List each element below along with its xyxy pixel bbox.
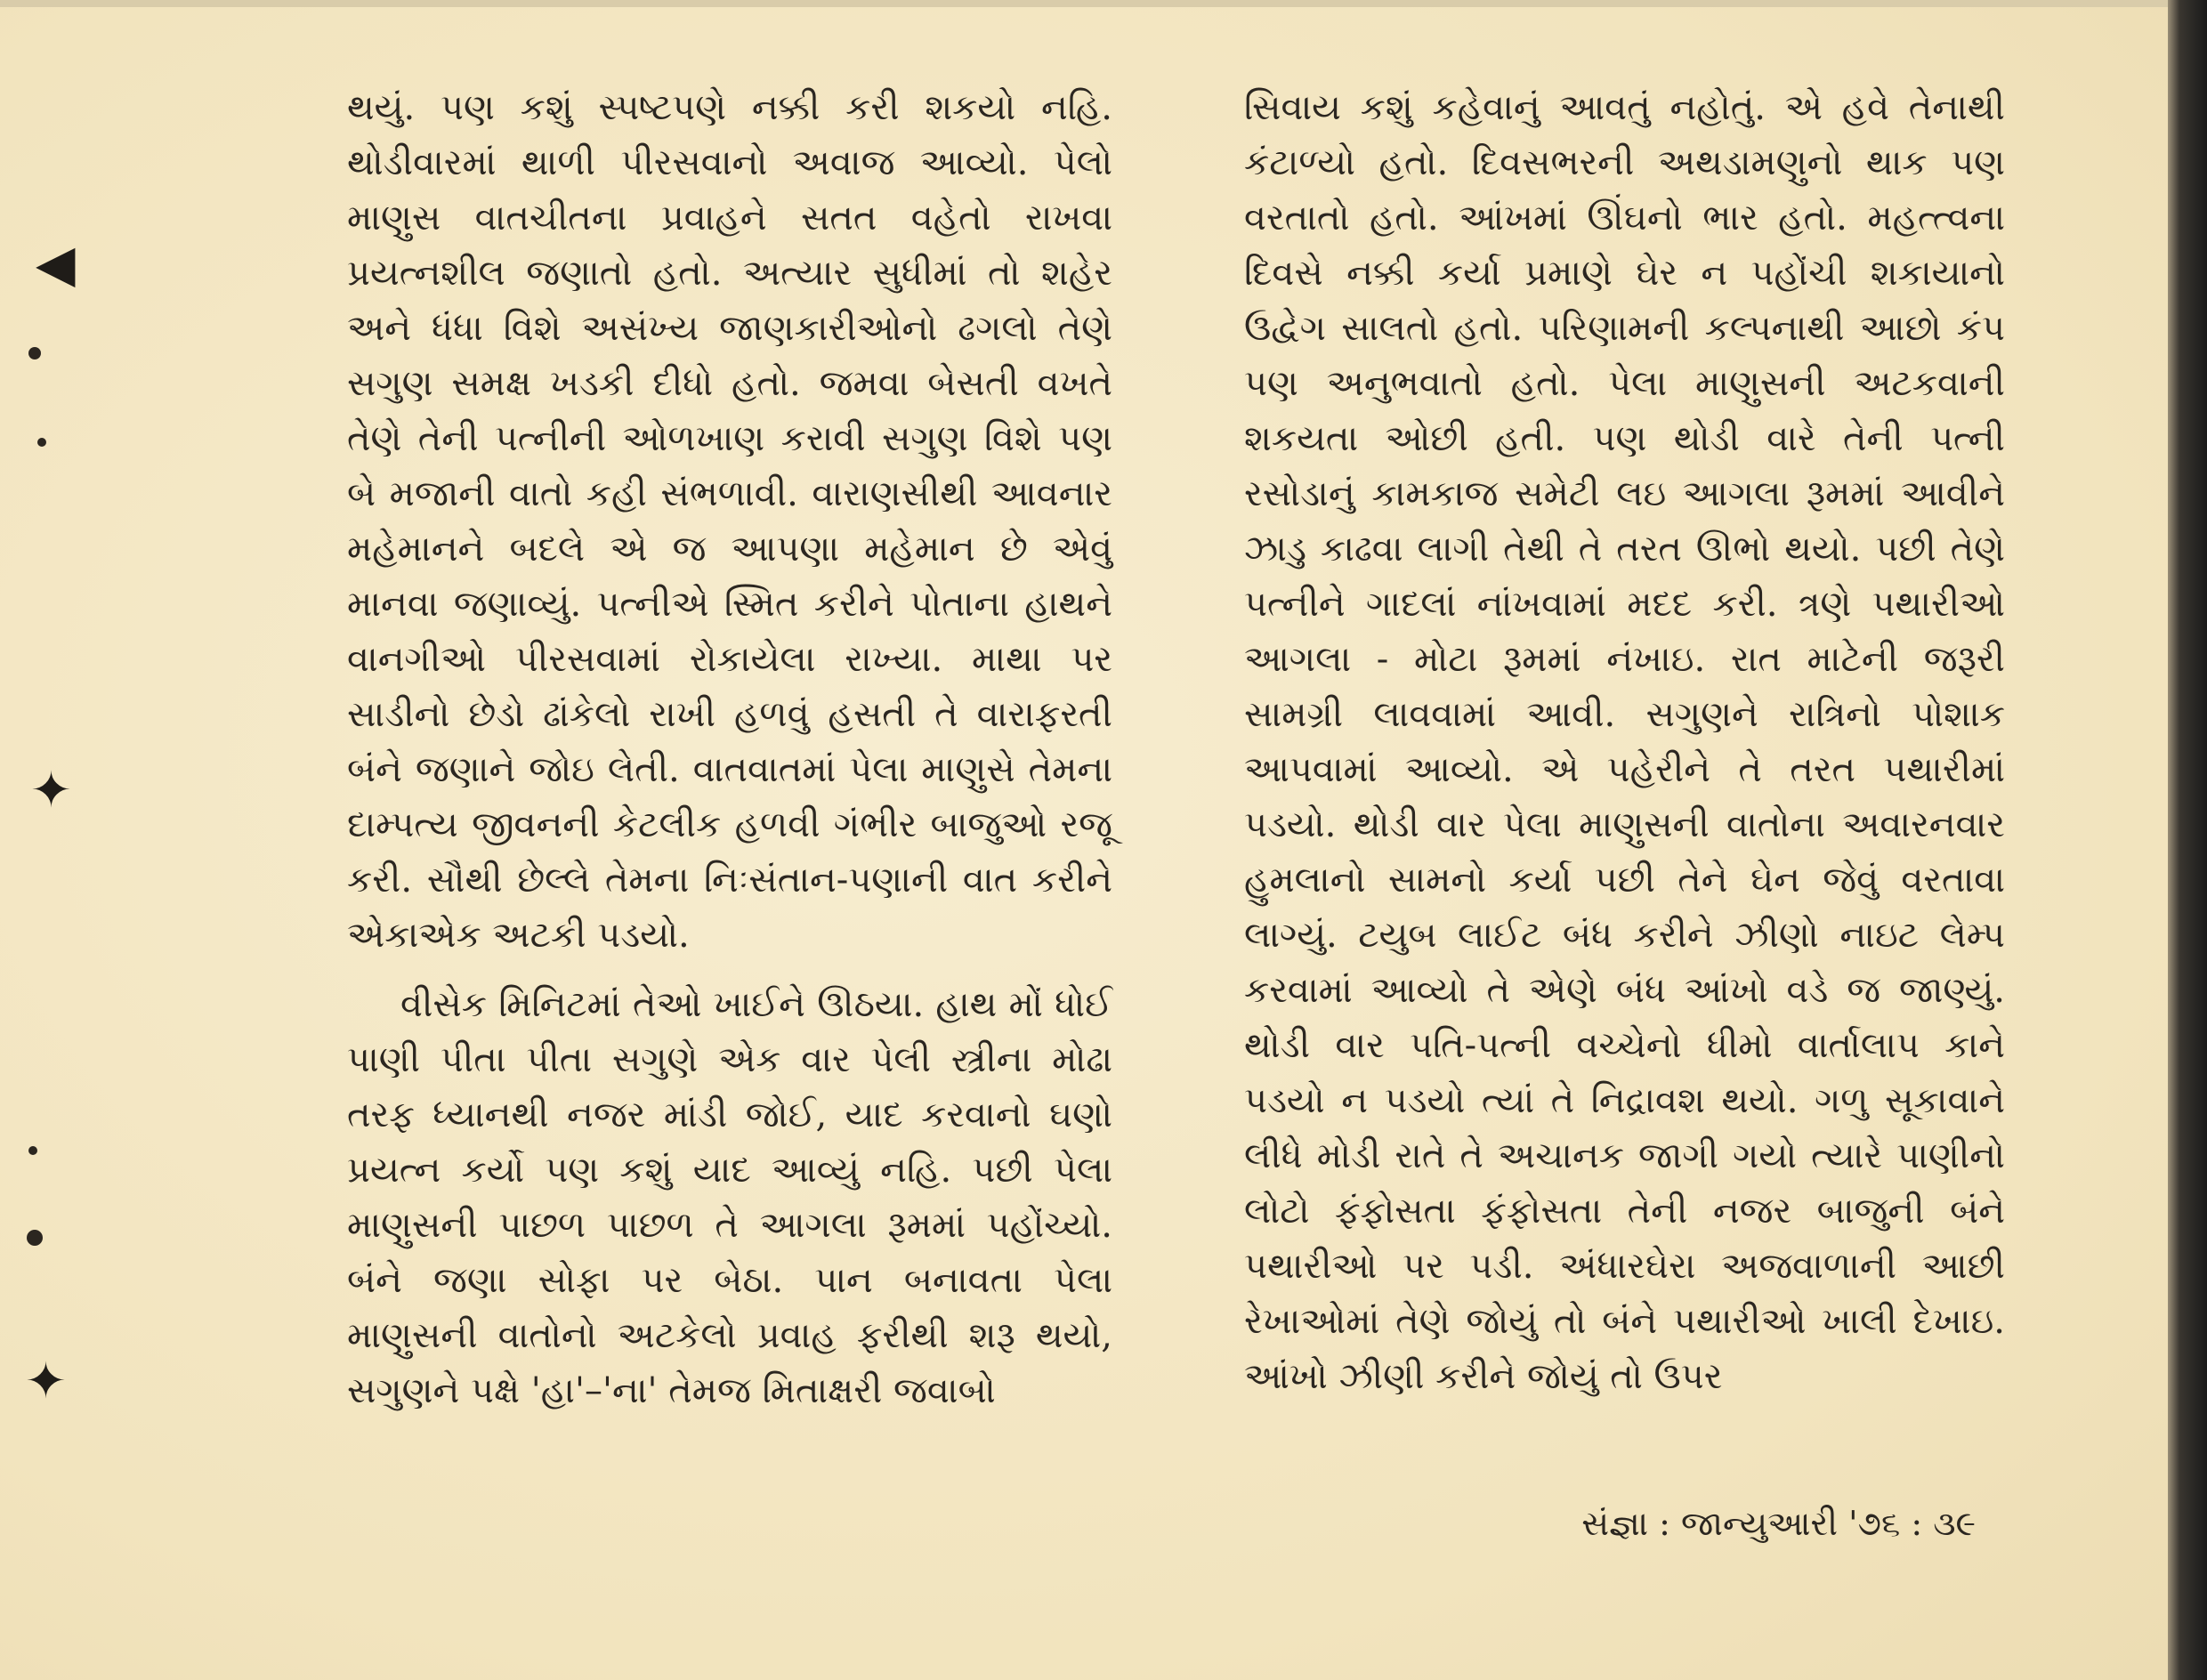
paragraph: થયું. પણ કશું સ્પષ્ટપણે નક્કી કરી શકયો નહિ. થોડીવારમાં થાળી પીરસવાનો અવાજ આવ્યો. પેલો માણુસ વાતચીતના પ્રવાહને સતત વહેતો રાખવા પ્રયત્નશીલ જણાતો હતો. અત્યાર સુધીમાં તો શહેર અને ધંધા વિશે અસંખ્ય જાણકારીઓનો ઢગલો તેણે સગુણ સમક્ષ ખડકી દીધો હતો. જમવા બેસતી વખતે તેણે તેની પત્નીની ઓળખાણ કરાવી સગુણ વિશે પણ બે મજાની વાતો કહી સંભળાવી. વારાણસીથી આવનાર મહેમાનને બદલે એ જ આપણા મહેમાન છે એવું માનવા જણાવ્યું. પત્નીએ સ્મિત કરીને પોતાના હાથને વાનગીઓ પીરસવામાં રોકાયેલા રાખ્યા. માથા પર સાડીનો છેડો ઢાંકેલો રાખી હળવું હસતી તે વારાફરતી બંને જણાને જોઇ લેતી. વાતવાતમાં પેલા માણુસે તેમના દામ્પત્ય જીવનની કેટલીક હળવી ગંભીર બાજુઓ રજૂ કરી. સૌથી છેલ્લે તેમના નિઃસંતાન-પણાની વાત કરીને એકાએક અટકી પડયો. bbox=[347, 87, 1112, 956]
paragraph: વીસેક મિનિટમાં તેઓ ખાઈને ઊઠયા. હાથ મોં ધોઈ પાણી પીતા પીતા સગુણે એક વાર પેલી સ્ત્રીના મોઢા તરફ ધ્યાનથી નજર માંડી જોઈ, યાદ કરવાનો ઘણો પ્રયત્ન કર્યો પણ કશું યાદ આવ્યું નહિ. પછી પેલા માણુસની પાછળ પાછળ તે આગલા રૂમમાં પહોંચ્યો. બંને જણા સોફા પર બેઠા. પાન બનાવતા પેલા માણુસની વાતોનો અટકેલો પ્રવાહ ફરીથી શરૂ થયો, સગુણને પક્ષે 'હા'–'ના' તેમજ મિતાક્ષરી જવાબો bbox=[347, 984, 1112, 1411]
margin-dot bbox=[28, 1146, 37, 1155]
left-text-column bbox=[347, 80, 1112, 1418]
page-footer: સંજ્ઞા : જાન્યુઆરી '૭૬ : ૩૯ bbox=[1581, 1504, 1976, 1543]
margin-dot bbox=[27, 1230, 43, 1246]
scan-edge bbox=[2168, 0, 2207, 1680]
star-mark-icon: ✦ bbox=[30, 762, 72, 820]
margin-dot bbox=[28, 347, 41, 359]
margin-dot bbox=[37, 438, 46, 447]
page-top-edge bbox=[0, 0, 2168, 7]
paragraph: સિવાય કશું કહેવાનું આવતું નહોતું. એ હવે તેનાથી કંટાળ્યો હતો. દિવસભરની અથડામણુનો થાક પણ વરતાતો હતો. આંખમાં ઊંઘનો ભાર હતો. મહત્ત્વના દિવસે નક્કી કર્યા પ્રમાણે ઘેર ન પહોંચી શકાયાનો ઉદ્વેગ સાલતો હતો. પરિણામની કલ્પનાથી આછો કંપ પણ અનુભવાતો હતો. પેલા માણુસની અટકવાની શકયતા ઓછી હતી. પણ થોડી વારે તેની પત્ની રસોડાનું કામકાજ સમેટી લઇ આગલા રૂમમાં આવીને ઝાડુ કાઢવા લાગી તેથી તે તરત ઊભો થયો. પછી તેણે પત્નીને ગાદલાં નાંખવામાં મદદ કરી. ત્રણે પથારીઓ આગલા - મોટા રૂમમાં નંખાઇ. રાત માટેની જરૂરી સામગ્રી લાવવામાં આવી. સગુણને રાત્રિનો પોશાક આપવામાં આવ્યો. એ પહેરીને તે તરત પથારીમાં પડયો. થોડી વાર પેલા માણુસની વાતોના અવારનવાર હુમલાનો સામનો કર્યા પછી તેને ઘેન જેવું વરતાવા લાગ્યું. ટયુબ લાઈટ બંધ કરીને ઝીણો નાઇટ લેમ્પ કરવામાં આવ્યો તે એણે બંધ આંખો વડે જ જાણ્યું. થોડી વાર પતિ-પત્ની વચ્ચેનો ધીમો વાર્તાલાપ કાને પડયો ન પડયો ત્યાં તે નિદ્રાવશ થયો. ગળુ સૂકાવાને લીધે મોડી રાતે તે અચાનક જાગી ગયો ત્યારે પાણીનો લોટો ફંફોસતા ફંફોસતા તેની નજર બાજુની બંને પથારીઓ પર પડી. અંધારઘેરા અજવાળાની આછી રેખાઓમાં તેણે જોયું તો બંને પથારીઓ ખાલી દેખાઇ. આંખો ઝીણી કરીને જોયું તો ઉપર bbox=[1244, 87, 2005, 1397]
star-mark-icon: ✦ bbox=[25, 1353, 67, 1410]
arrow-mark-icon: ◀ bbox=[36, 233, 76, 294]
right-text-column bbox=[1244, 80, 2005, 1404]
